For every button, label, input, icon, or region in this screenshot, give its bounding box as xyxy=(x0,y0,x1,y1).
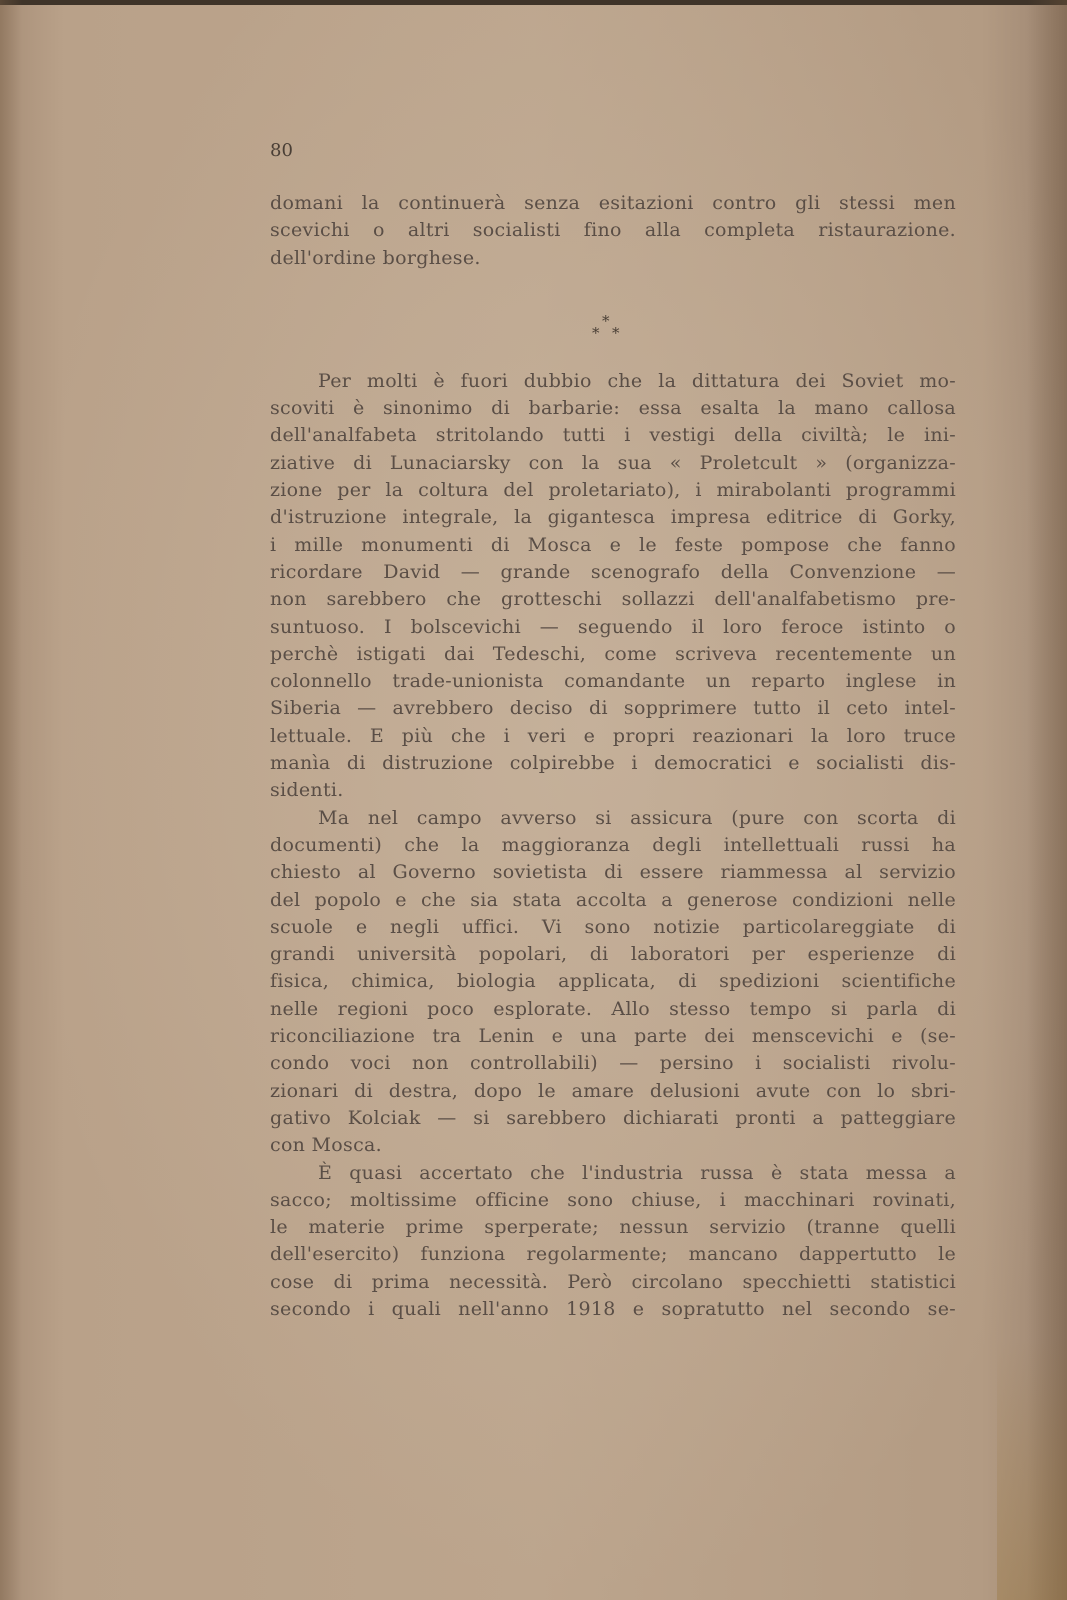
text-line: colonnello trade-unionista comandante un reparto inglese in xyxy=(270,670,956,693)
paragraph-continuation xyxy=(270,190,956,272)
text-line: scevichi o altri socialisti fino alla completa ristaurazione. xyxy=(270,219,956,242)
text-line: gativo Kolciak — si sarebbero dichiarati pronti a patteggiare xyxy=(270,1106,956,1129)
text-line: Ma nel campo avverso si assicura (pure con scorta di xyxy=(318,806,956,829)
text-line: scuole e negli uffici. Vi sono notizie particolareggiate di xyxy=(270,915,956,938)
text-line: con Mosca. xyxy=(270,1134,383,1157)
text-line: grandi università popolari, di laboratori per esperienze di xyxy=(270,943,956,966)
text-line: i mille monumenti di Mosca e le feste pompose che fanno xyxy=(270,533,956,556)
paragraph-2 xyxy=(270,368,956,805)
text-line: domani la continuerà senza esitazioni contro gli stessi men xyxy=(270,192,956,214)
text-line: manìa di distruzione colpirebbe i democratici e socialisti dis- xyxy=(270,752,956,775)
text-line: fisica, chimica, biologia applicata, di spedizioni scientifiche xyxy=(270,970,956,993)
text-line: sacco; moltissime officine sono chiuse, i macchinari rovinati, xyxy=(270,1188,956,1211)
page-number: 80 xyxy=(270,140,293,161)
paragraph-3 xyxy=(270,805,956,1160)
text-line: ziative di Lunaciarsky con la sua « Proletcult » (organizza- xyxy=(270,451,956,474)
text-line: sidenti. xyxy=(270,779,344,802)
text-line: dell'analfabeta stritolando tutti i vestigi della civiltà; le ini- xyxy=(270,424,956,447)
text-line: del popolo e che sia stata accolta a generose condizioni nelle xyxy=(270,888,956,911)
text-line: scoviti è sinonimo di barbarie: essa esalta la mano callosa xyxy=(270,397,956,420)
text-line: cose di prima necessità. Però circolano specchietti statistici xyxy=(270,1270,956,1293)
page-stain xyxy=(997,1340,1067,1600)
section-separator-asterism: * * * xyxy=(592,311,620,342)
text-line: lettuale. E più che i veri e propri reazionari la loro truce xyxy=(270,724,956,747)
text-line: dell'ordine borghese. xyxy=(270,246,481,269)
text-line: chiesto al Governo sovietista di essere riammessa al servizio xyxy=(270,861,956,884)
paragraph-4 xyxy=(270,1160,956,1324)
page-top-edge xyxy=(0,0,1067,5)
text-line: perchè istigati dai Tedeschi, come scriveva recentemente un xyxy=(270,642,956,665)
page-left-shadow xyxy=(0,0,22,1600)
text-line: riconciliazione tra Lenin e una parte dei menscevichi e (se- xyxy=(270,1025,956,1048)
text-line: suntuoso. I bolscevichi — seguendo il loro feroce istinto o xyxy=(270,615,956,638)
text-line: non sarebbero che grotteschi sollazzi dell'analfabetismo pre- xyxy=(270,588,956,611)
text-line: nelle regioni poco esplorate. Allo stesso tempo si parla di xyxy=(270,997,956,1020)
text-line: ricordare David — grande scenografo della Convenzione — xyxy=(270,560,956,583)
text-line: documenti) che la maggioranza degli intellettuali russi ha xyxy=(270,833,956,856)
text-line: condo voci non controllabili) — persino i socialisti rivolu- xyxy=(270,1052,956,1075)
page-text xyxy=(270,190,956,1323)
text-line: Per molti è fuori dubbio che la dittatura dei Soviet mo- xyxy=(318,369,956,392)
text-line: Siberia — avrebbero deciso di sopprimere tutto il ceto intel- xyxy=(270,697,956,720)
text-line: le materie prime sperperate; nessun servizio (tranne quelli xyxy=(270,1216,956,1239)
text-line: d'istruzione integrale, la gigantesca impresa editrice di Gorky, xyxy=(270,506,956,529)
text-line: È quasi accertato che l'industria russa è stata messa a xyxy=(318,1161,956,1184)
text-line: zione per la coltura del proletariato), i mirabolanti programmi xyxy=(270,479,956,502)
text-line: zionari di destra, dopo le amare delusioni avute con lo sbri- xyxy=(270,1079,956,1102)
text-line: dell'esercito) funziona regolarmente; mancano dappertutto le xyxy=(270,1243,956,1266)
text-line: secondo i quali nell'anno 1918 e sopratutto nel secondo se- xyxy=(270,1297,956,1320)
